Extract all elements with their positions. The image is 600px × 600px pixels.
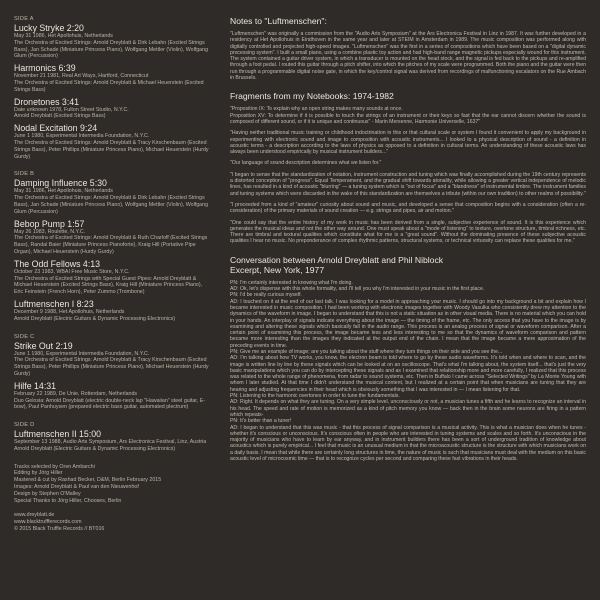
track-info: September 13 1988, Audio Arts Symposium, Ars Electronica Festival, Linz, Austria Arnold Dreyblatt (Electric Guitars & Dynamic Processing Electronics) bbox=[14, 439, 207, 452]
side-label: SIDE A bbox=[14, 16, 34, 22]
paragraph: "Luftmenschen" was originally a commission from the "Audio Arts Symposium" at the Ars Electronica Festival in Linz in 1987. It was further developed in a residency at Het Apollohuis in Eindhoven in the same year and later at STEIM in Amsterdam in 1989. The music composition was performed along with digitally controlled and projected high-speed images. "Luftmenschen" was the first in a series of compositions which have been based on a "digital dynamic processing system". I built a small piano, using a combine plastic toy action and had high-band range magnetic pickups especially wound for this instrument. The system contained a guitar driver system, in which a transducer is mounted on the head stock, and the signal is fed back to the pickups and re-amplified through a foot pedal. I routed this guitar through a pitch shifter, into which the pitches of my scale were programmed. Both the piano and the guitar were then run through a programmable digital noise gate, in which the key/control signal was derived from recordings of malfunctioning escalators on the Rue Ambach in Brussels. bbox=[230, 31, 586, 82]
notes-section bbox=[230, 16, 586, 81]
fragments-section bbox=[230, 91, 586, 244]
copyright: © 2015 Black Truffle Records // BT016 bbox=[14, 526, 105, 533]
dialog bbox=[230, 280, 586, 463]
track bbox=[14, 219, 210, 256]
paragraph: "I proceeded from a kind of "amateur" curiosity about sound and music, and developed a sense that composition begins with a consideration (often a re-consideration) of the primary materials of sound creation — e.g. strings and pipes, air and motion." bbox=[230, 201, 586, 215]
dialog-line: AD: Ok, let's dispense with this whole formality, and I'll tell you why I'm interested in your music in the first place. bbox=[230, 286, 485, 293]
paragraph: "I began to sense that the standardization of notation, instrument construction and tuning which was finally accomplished during the 19th century represents a distorted conception of "progress". Equal Temperament, and the gradual shift towards atonality, while allowing a greater vertical independence of melodic lines, has resulted in a kind of acoustic "blurring" — a tuning system which is "out of focus" and a "blandness" of instrumental timbre. The instrument families and tuning systems which were discarded in the wake of this standardization are themselves a tribute (within our own tradition) to other realms of possibility." bbox=[230, 171, 586, 197]
track-title: Lucky Stryke 2:20 bbox=[14, 23, 84, 33]
website-link[interactable]: www.dreyblatt.de bbox=[14, 512, 55, 519]
track-title: Hilfe 14:31 bbox=[14, 380, 57, 391]
dialog-line: AD: I touched on it at the end of our last talk. I was looking for a model in approaching your music. I should go into my background a bit and explain how I became interested in music composition. I had been working with electronic images together with Woody Vasulka who consistently drew my attention to the dynamics of the waveform in image. I began to understand that this is not a static situation as in other visual media. There is no material which you can hold in your hands. An interplay of signals indicate everything about the image — the timing of the frame, etc. The only access that you have to the image is by examining and altering these signals which basically fall in the audio range. This process is an analog process of signal or waveform comparison. After a certain point of examining this process, the image became less and less interesting to me so that the dynamics of waveform comparison and pattern became more interesting than the images they indicated at the output end of the chain. I mean that the image became a mere approximation of the preceding events in time. bbox=[230, 298, 586, 349]
track-info: December 9 1988, Het Apollohuis, Netherlands Arnold Dreyblatt (Electric Guitars & Dynamic Processing Electronics) bbox=[14, 308, 176, 322]
track-title: Nodal Excitation 9:24 bbox=[14, 123, 98, 134]
track bbox=[14, 97, 210, 121]
dialog-line: PN: I'm certainly interested in knowing what I'm doing. bbox=[230, 279, 353, 286]
track-title: Luftmenschen I 8:23 bbox=[14, 298, 94, 309]
track-title: Strike Out 2:19 bbox=[14, 340, 73, 351]
side-label: SIDE D bbox=[14, 422, 35, 429]
credits bbox=[14, 464, 210, 505]
dialog-line: PN: It's better than a tuner! bbox=[230, 418, 292, 425]
track bbox=[14, 23, 210, 60]
credit-line: Tracks selected by Oren Ambarchi bbox=[14, 463, 95, 470]
paragraph: "Our language of sound description determines what we listen for." bbox=[230, 160, 382, 167]
side-label: SIDE C bbox=[14, 333, 35, 340]
track bbox=[14, 63, 210, 93]
side-label: SIDE B bbox=[14, 171, 35, 178]
track-info: May 31 1986, Het Apollohuis, Netherlands The Orchestra of Excited Strings: Arnold Dreyblatt & Dirk Lebahn (Excited Strings Bass), Jan Schade (Miniature Princess Piano), Wolfgang Mettler (Violin), Wolfgang Glum (Percussion) bbox=[14, 33, 209, 60]
track-info: May 31 1986, Het Apollohuis, Netherlands The Orchestra of Excited Strings: Arnold Dreyblatt & Dirk Lebahn (Excited Strings Bass), Jan Schade (Miniature Princess Piano), Wolfgang Mettler (Violin), Wolfgang Glum (Percussion) bbox=[14, 188, 209, 215]
track-info: June 1 1980, Experimental Intermedia Foundation, N.Y.C. The Orchestra of Excited Strings: Arnold Dreyblatt & Tracy Kirschenbaum (Excited Strings Bass), Peter Phillips (Miniature Princess Piano), Michael Heuerstein (Hurdy Gurdy) bbox=[14, 133, 209, 160]
dialog-line: AD: I began to understand that this was music - that this process of signal comparison is a musical activity. This is what a musician does when he tunes - whether it's conscious or unconscious. It's conscious often in people who are interested in tuning systems and scales and so forth. It's unconscious in the majority of musicians who have to learn by ear anyway, and in instrument builders there has been a sort of underground tradition of knowledge about acoustics which is purely empirical... I feel that music is an unusual medium in that the microacoustic structure is the structure with which musicians work on a daily basis. I mean that while there are certainly long structures in time, the nature of music is such that musicians must deal with the medium on this basic acoustic level of microcosmic time — that is to recognize cycles per second and comparing these fast vibrations in their heads. bbox=[230, 424, 586, 463]
track-info: February 22 1989, De Unie, Rotterdam, Netherlands Duo Gelosia: Arnold Dreyblatt (electric double-neck lap "Hawaiian" steel guitar, E-bow), Paul Panhuysen (prepared electric bass guitar, automated plectrum) bbox=[14, 390, 206, 411]
website-link[interactable]: www.blacktruffferecords.com bbox=[14, 519, 82, 526]
paragraph: "Having neither traditional music training or childhood indoctrination in this or that cultural scale or system I found it convenient to apply my background in experimenting with electronic sound and image to composition with acoustic instruments... I looked to a physical description of sound - a definition in acoustic terms - a description according to the laws of physics as opposed to a definition in cultural terms. An understanding of these acoustic laws has always been understood empirically by musical instrument builders..." bbox=[230, 130, 586, 156]
dialog-line: PN: Give me an example of image; are you talking about the stuff where they turn things on their side and you see the... bbox=[230, 348, 503, 355]
track-info: November 21 1981, Real Art Ways, Hartford, Connecticut The Orchestra of Excited Strings: Arnold Dreyblatt & Michael Heuerstein (Excited Strings Bass) bbox=[14, 73, 204, 93]
track bbox=[14, 178, 210, 215]
track-listing bbox=[14, 16, 210, 588]
track-title: Luftmenschen II 15:00 bbox=[14, 429, 102, 440]
section-title: Fragments from my Notebooks: 1974-1982 bbox=[230, 91, 394, 102]
credit-line: Mastered & cut by Rashad Becker, D&M, Berlin February 2015 bbox=[14, 477, 162, 484]
side-b-block bbox=[14, 171, 210, 322]
side-a-block bbox=[14, 16, 210, 160]
track bbox=[14, 341, 210, 378]
track-info: Date unknown 1978, Fulton Street Studio, N.Y.C. Arnold Dreyblatt (Excited Strings Bass) bbox=[14, 106, 129, 120]
track-info: October 23 1983, WBAI Free Music Store, N.Y.C. The Orchestra of Excited Strings with Special Guest Pipes: Arnold Dreyblatt & Michael Heuerstein (Excited Strings Bass), Kraig Hill (Miniature Princess Piano), Eric Feinstein (French Horn), Peter Zummo (Trombone) bbox=[14, 268, 203, 296]
track-title: The Odd Fellows 4:13 bbox=[14, 258, 101, 269]
track bbox=[14, 259, 210, 296]
dialog-line: AD: Right. It depends on what they are tuning. On a very simple level, unconsciously or not, a musician tunes a fifth and he learns to recognize an interval in his head. The speed and rate of motion is memorized as a kind of pitch memory you know — back then in the brain some neurons are firing in a pattern which repeats- bbox=[230, 399, 586, 418]
track bbox=[14, 429, 210, 453]
credit-line: Special Thanks to Jörg Hiller, Chooses, Berlin bbox=[14, 497, 122, 504]
credit-line: Images: Arnold Dreyblatt & Paul van den Nieuwenhof bbox=[14, 484, 139, 491]
section-title: Conversation between Arnold Dreyblatt and Phil Niblock bbox=[230, 254, 444, 265]
section-subtitle: Excerpt, New York, 1977 bbox=[230, 264, 325, 275]
track-info: June 1 1980, Experimental Intermedia Foundation, N.Y.C. The Orchestra of Excited Strings: Arnold Dreyblatt & Tracy Kirschenbaum (Excited Strings Bass), Peter Phillips (Miniature Princess Piano), Michael Heuerstein (Hurdy Gurdy) bbox=[14, 350, 209, 377]
track bbox=[14, 381, 210, 411]
side-c-block bbox=[14, 334, 210, 412]
links bbox=[14, 512, 210, 532]
track bbox=[14, 123, 210, 160]
dialog-line: PN: I'd be really curious myself. bbox=[230, 292, 302, 299]
dialog-line: PN: Listening to the harmonic overtones in order to tune the fundamentals. bbox=[230, 393, 400, 400]
dialog-line: AD: I'm talking about how TV works, you know, the electron beam is told where to go by these audio waveforms. It's told when and where to scan, and the image is written line by line by these signals which can be looked at on an oscilloscope. That's what I'm talking about, the system itself... that's just the very basic manipulations which you can do by intercepting these signals and as I examined that relationship more and more carefully, I realized that this process was related to the whole range of phenomena, from radar to sound systems, etc. Then in Buffalo I came across "Selected Writings" by La Monte Young with whom I later studied. At that time I didn't understand the musical content, but I realized at a certain point that when musicians are tuning that they are hearing and adjusting frequencies in their head which is obviously something that I was interested in — I mean listening for that. bbox=[230, 355, 586, 393]
side-d-block bbox=[14, 422, 210, 453]
credit-line: Editing by Jörg Hiller bbox=[14, 470, 63, 477]
track-title: Bebop Pump 1:57 bbox=[14, 218, 85, 229]
conversation-section bbox=[230, 255, 586, 463]
paragraph: "One could say that the entire history of my work in music has been derived from a single, subjective experience of sound. It is this experience which generates the musical ideas and not the other way around. One must speak about a "mode of listening" to texture, overtone structure, timbral richness, etc. There are timbral and textural qualities which constitute what for me is a "great sound". Without the dominating presence of these subjective acoustic qualities I hear no music. No preponderance of complex rhythmic patterns, structural systems, or technical virtuosity can replace these qualities for me." bbox=[230, 219, 586, 245]
credit-line: Design by Stephen O'Malley bbox=[14, 490, 81, 497]
paragraph: "Proposition IX: To explain why an open string makes many sounds at once. Proposition XV: To determine if it is possible to touch the strings of an instrument or their keys so fast that the ear cannot discern whether the sound is composed of different sound, or if it is unique and continuous" - Marin Mersenne, Harmonie Universelle, 1637" bbox=[230, 106, 586, 125]
track-info: May 26 1983, Roulette, N.Y.C. The Orchestra of Excited Strings: Arnold Dreyblatt & Ruth Charloff (Excited Strings Bass), Randal Baier (Miniature Princess Pianoforte), Kraig Hill (Portative Pipe Organ), Michael Heuerstein (Hurdy Gurdy) bbox=[14, 228, 208, 255]
track-title: Harmonics 6:39 bbox=[14, 63, 76, 74]
section-title: Notes to "Luftmenschen": bbox=[230, 16, 327, 26]
track-title: Damping Influence 5:30 bbox=[14, 178, 107, 189]
track-title: Dronetones 3:41 bbox=[14, 96, 80, 107]
liner-notes bbox=[230, 16, 586, 592]
track bbox=[14, 299, 210, 323]
